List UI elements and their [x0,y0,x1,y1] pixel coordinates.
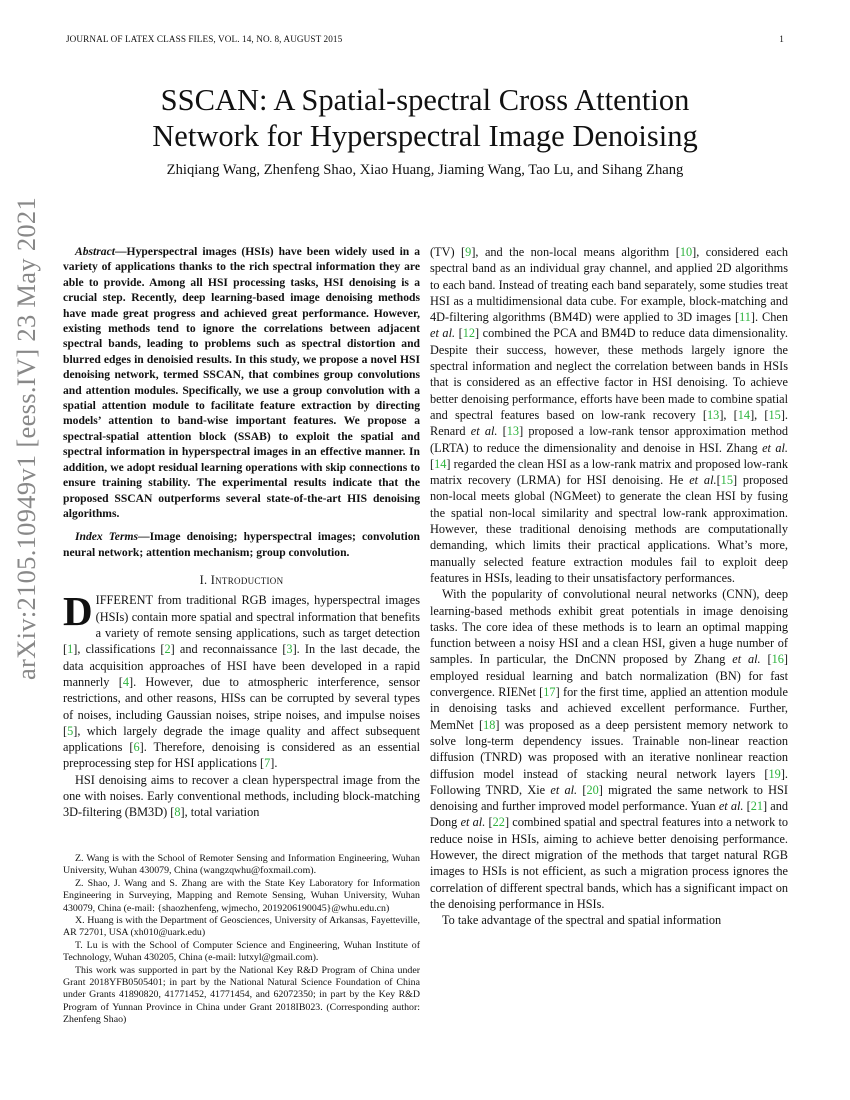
journal-name: JOURNAL OF LATEX CLASS FILES, VOL. 14, NO. 8, AUGUST 2015 [66,34,343,44]
italic-text: et al. [689,473,717,488]
body-text: ] was proposed as a deep persistent memory network to solve long-term dependency issues. Trainable non-linear reaction diffusion (TNRD) was proposed with an iterative nonlinear reaction diffusion model instead of stacking neural network layers [ [430,717,788,781]
abstract [63,244,420,560]
body-text: ], total variation [180,805,260,820]
body-text: [ [485,815,493,830]
body-text: ], [ [719,407,738,422]
abstract-text: —Hyperspectral images (HSIs) have been widely used in a variety of applications thanks to the rich spectral information they are able to provide. Among all HSI processing tasks, HSI denoising is a crucial step. Recently, deep learning-based image denoising methods have made great progress and achieved great performance. However, existing methods tend to ignore the correlations between adjacent spectral bands, leading to problems such as spectral distortion and blurred edges in denoisied results. In this study, we propose a novel HSI denoising network, termed SSCAN, that combines group convolutions and attention modules. Specifically, we use a group convolution with a spatial attention module to facilitate feature extraction by directing models’ attention to band-wise important features. We propose a spectral-spatial attention block (SSAB) to exploit the spatial and spectral information in hyperspectral images in an effective manner. In addition, we adopt residual learning operations with skip connections to ensure training stability. The experimental results indicate that the proposed SSCAN outperforms several state-of-the-art HIS denoising algorithms. [63,245,420,520]
page-number: 1 [779,34,784,44]
citation-link[interactable]: 3 [286,642,293,657]
body-text: ] and reconnaissance [ [170,642,287,657]
abstract-label: Abstract [75,245,115,258]
citation-link[interactable]: 13 [506,424,520,439]
body-text: ] combined spatial and spectral features into a network to reduce noise in HSIs, aiming to achieve better denoising performance. However, the direct migration of the methods that target natural RGB images to HSIs is not efficient, as such a migration process ignores the correlation of different spectral bands, which has a significant impact on the denoising performance in HSIs. [430,815,789,911]
body-text: ] migrated the same network to HSI denoising and further improved model performance. Yuan [430,782,788,814]
body-text: ], considered each spectral band as an individual gray channel, and applied 2D algorithms to each band. Instead of treating each band separately, some studies treat HSI as a multidimensional data cube. For example, block-matching and 4D-filtering algorithms (BM4D) were applied to 3D images [ [430,245,788,325]
citation-link[interactable]: 20 [586,782,599,797]
author-list: Zhiqiang Wang, Zhenfeng Shao, Xiao Huang, Jiaming Wang, Tao Lu, and Sihang Zhang [166,162,684,178]
body-text: With the popularity of convolutional neural networks (CNN), deep learning-based methods exhibit great potentials in image denoising tasks. The core idea of these methods is to learn an optimal mapping function between a noisy HSI and a clean HSI, given a huge number of samples. In particular, the DnCNN proposed by Zhang [430,587,788,667]
paper-title [0,82,850,154]
title-line-1: SSCAN: A Spatial-spectral Cross Attention [160,83,690,117]
right-paragraph-3: To take advantage of the spectral and spatial information [442,913,722,928]
body-text: ] for the first time, applied an attention module in denoising tasks and achieved excellent performance. Further, MemNet [ [430,685,788,732]
body-text: [ [577,782,587,797]
body-text: ] proposed a low-rank tensor approximation method (LRTA) to reduce the dimensionality and denoise in HSI. Zhang [430,424,789,455]
arxiv-stamp[interactable]: arXiv:2105.10949v1 [eess.IV] 23 May 2021 [11,196,41,680]
citation-link[interactable]: 15 [720,473,733,488]
title-line-2: Network for Hyperspectral Image Denoising [152,119,698,153]
footnote-affiliation-shao: Z. Shao, J. Wang and S. Zhang are with the State Key Laboratory for Information Engineering in Surveying, Mapping and Remote Sensing, Wuhan University, Wuhan 430079, China (e-mail: {shaozhenfeng, wjmecho, 2019206190045}@whu.edu.cn) [63,877,420,914]
body-text: [ [497,424,507,439]
left-column [63,244,420,821]
citation-link[interactable]: 22 [492,815,505,830]
body-text: ], classifications [ [73,642,165,657]
body-text: ] regarded the clean HSI as a low-rank matrix and proposed low-rank matrix recovery (LRMA) for HSI denoising. He [430,456,788,488]
body-text: ] combined the PCA and BM4D to reduce data dimensionality. Despite their success, however, these methods largely ignore the spectral information and neglect the correlation between bands in HSIs that is considered as an effective factor in HSI denoising. To achieve better denoising performance, efforts have been made to combine spatial and spectral features based on low-rank recovery [ [430,326,788,422]
body-text: [ [455,326,463,341]
dropcap: D [63,588,93,635]
italic-text: et al. [718,799,744,814]
footnote-affiliation-wang: Z. Wang is with the School of Remoter Sensing and Information Engineering, Wuhan University, Wuhan 430079, China (wangzqwhu@foxmail.com). [63,853,420,877]
intro-p1-body [63,588,421,771]
body-text: ]. Renard [430,407,788,439]
body-text: ] employed residual learning and batch normalization (BN) for fast convergence. RIENet [ [430,652,788,700]
citation-link[interactable]: 4 [122,674,129,689]
body-text: ]. Following TNRD, Xie [430,766,788,797]
body-text: HSI denoising aims to recover a clean hyperspectral image from the one with noises. Early conventional methods, including block-matching 3D-filtering (BM3D) [ [63,772,420,820]
citation-link[interactable]: 10 [679,245,693,259]
body-text: ] proposed non-local meets global (NGMeet) to generate the clean HSI by fusing the spatial non-local similarity and spectral low-rank approximation. However, these traditional denoising methods are computationally demanding, which limits their practical applications. What’s more, manually selected feature extraction modules fail to exploit deep features in HSIs, leading to their unsatisfactory performances. [430,473,788,585]
citation-link[interactable]: 19 [768,766,781,781]
citation-link[interactable]: 17 [543,685,556,700]
index-terms-text: —Image denoising; hyperspectral images; convolution neural network; attention mechanism; group convolution. [63,530,420,559]
body-text: [ [743,799,751,814]
citation-link[interactable]: 6 [133,740,140,755]
right-paragraph-1 [430,244,788,586]
body-text: ], [ [750,407,769,422]
citation-link[interactable]: 21 [750,799,764,814]
body-text: ]. Therefore, denoising is considered as an essential preprocessing step for HSI applications [ [63,740,420,771]
body-text: ] and Dong [430,799,788,830]
footnote-affiliation-huang: X. Huang is with the Department of Geosciences, University of Arkansas, Fayetteville, AR 72701, USA (xh010@uark.edu) [63,915,420,939]
body-text: ], which largely degrade the image quality and affect subsequent applications [ [63,723,420,755]
italic-text: et al. [732,652,761,667]
citation-link[interactable]: 16 [771,652,784,667]
body-text: [ [760,652,772,667]
citation-link[interactable]: 15 [768,407,781,422]
citation-link[interactable]: 11 [739,310,751,325]
italic-text: et al. [430,326,456,341]
citation-link[interactable]: 5 [67,723,74,738]
footnotes [63,853,420,1027]
citation-link[interactable]: 18 [483,717,496,732]
intro-paragraph-1 [63,588,421,771]
right-paragraph-2 [430,586,788,912]
index-terms [63,529,420,560]
footnote-affiliation-lu: T. Lu is with the School of Computer Science and Engineering, Wuhan Institute of Technology, Wuhan 430205, China (e-mail: lutxyl@gmail.com). [63,939,420,964]
body-text: ]. [270,756,278,771]
citation-link[interactable]: 12 [462,326,476,341]
body-text: IFFERENT from traditional RGB images, hyperspectral images (HSIs) contain more spatial and spectral information that benefits a variety of remote sensing applications, such as target detection [ [63,593,420,657]
body-text: ]. In the last decade, the data acquisition approaches of HSI have been developed in a rapid mannerly [ [63,642,421,689]
body-text: [ [430,456,435,471]
citation-link[interactable]: 7 [264,756,271,771]
citation-link[interactable]: 14 [737,407,751,422]
body-text: ], and the non-local means algorithm [ [471,245,680,259]
intro-paragraph-2 [63,772,420,821]
body-text: ]. Chen [750,310,789,325]
citation-link[interactable]: 14 [434,456,447,471]
citation-link[interactable]: 13 [707,407,720,422]
right-column [430,244,788,928]
italic-text: et al. [550,782,578,797]
citation-link[interactable]: 1 [67,642,74,657]
footnote-funding: This work was supported in part by the National Key R&D Program of China under Grant 2018YFB0505401; in part by the National Natural Science Foundation of China under Grants 41890820, 41771452, 41771454, and 62072350; in part by the Key R&D Program of Yunnan Province in China under Grant 2018IB023. (Corresponding author: Zhenfeng Shao) [63,964,420,1026]
section-heading: I. Introduction [199,573,284,588]
citation-link[interactable]: 9 [465,245,472,259]
citation-link[interactable]: 2 [164,642,171,657]
body-text: (TV) [ [430,245,466,259]
italic-text: et al. [470,424,498,439]
citation-link[interactable]: 8 [174,805,181,820]
italic-text: et al. [762,440,788,455]
index-terms-label: Index Terms [75,530,138,544]
italic-text: et al. [460,815,486,830]
body-text: [ [716,473,721,488]
body-text: ]. However, due to atmospheric interference, sensor restrictions, and other reasons, HISs can be corrupted by several types of noises, including Gaussian noises, stripe noises, and impulse noises [ [63,674,421,738]
